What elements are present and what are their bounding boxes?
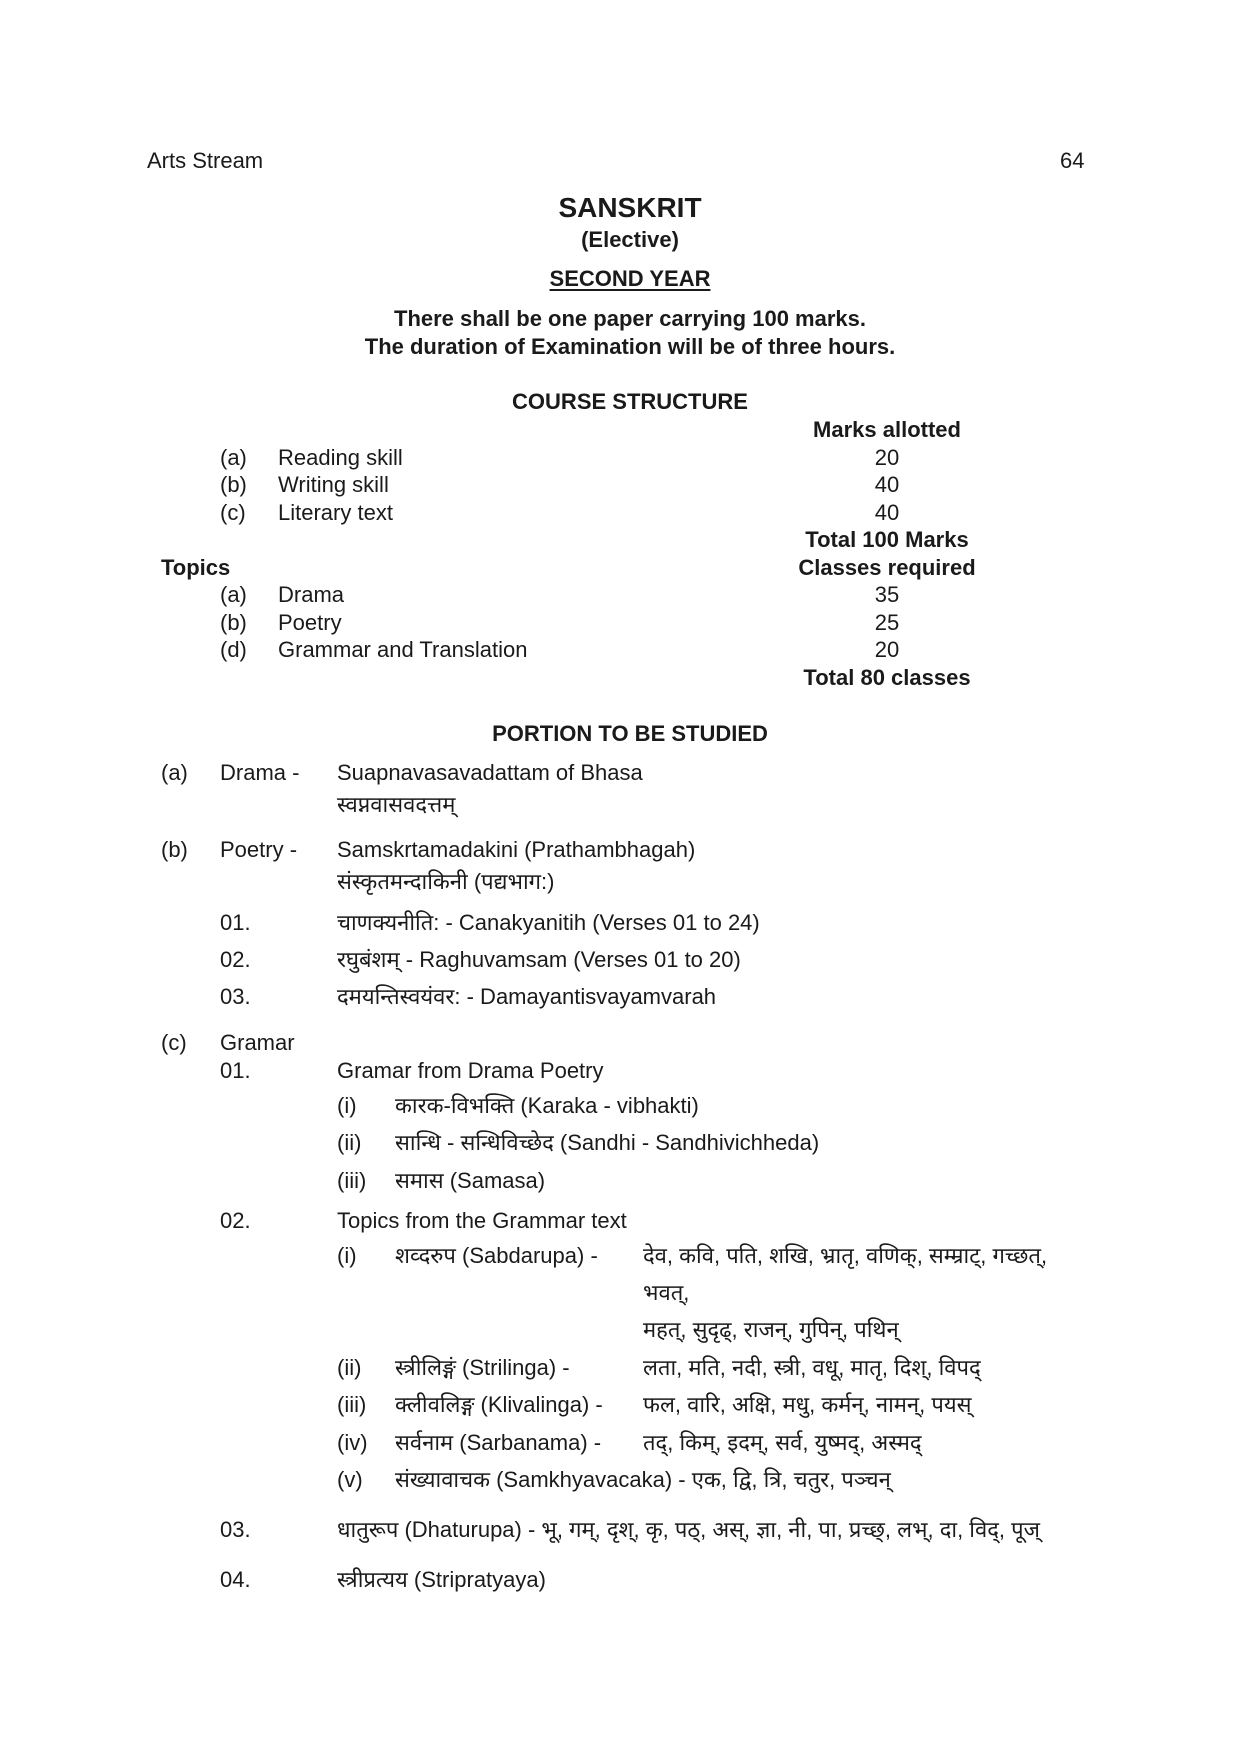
course-row-label: (a)	[220, 445, 247, 470]
poetry-item-number: 01.	[220, 910, 251, 935]
poetry-title: Samskrtamadakini (Prathambhagah)	[337, 837, 696, 862]
grammar-subitem-number: (iii)	[337, 1392, 367, 1417]
grammar-subitem-number: (iii)	[337, 1168, 367, 1193]
total-marks: Total 100 Marks	[805, 527, 969, 552]
grammar-subitem: समास (Samasa)	[395, 1168, 546, 1193]
portion-heading: PORTION TO BE STUDIED	[492, 721, 768, 746]
intro-line-2: The duration of Examination will be of three hours.	[364, 334, 896, 359]
course-row-value: 20	[874, 445, 900, 470]
grammar-subitem-words: लता, मति, नदी, स्त्री, वधू, मातृ, दिश्, विपद्	[643, 1355, 981, 1380]
grammar-section-title: Gramar from Drama Poetry	[337, 1058, 604, 1083]
drama-name: Drama -	[220, 760, 300, 785]
course-row-label: (b)	[220, 472, 247, 497]
poetry-item-number: 02.	[220, 947, 251, 972]
year-heading: SECOND YEAR	[549, 266, 711, 291]
topic-row-name: Poetry	[278, 610, 342, 635]
grammar-subitem-words: महत्, सुदृढ्, राजन्, गुपिन्, पथिन्	[643, 1317, 899, 1342]
topics-heading: Topics	[161, 555, 231, 580]
course-row-value: 40	[874, 500, 900, 525]
grammar-subitem-name: सर्वनाम (Sarbanama) -	[395, 1430, 602, 1455]
grammar-subitem-name: स्त्रीलिङ्गं (Strilinga) -	[395, 1355, 570, 1380]
course-row-label: (c)	[220, 500, 246, 525]
poetry-item: दमयन्तिस्वयंवर: - Damayantisvayamvarah	[337, 984, 717, 1009]
drama-label: (a)	[161, 760, 188, 785]
course-structure-heading: COURSE STRUCTURE	[512, 389, 748, 414]
grammar-subitem-name: संख्यावाचक (Samkhyavacaka) - एक, द्वि, त्रि, चतुर, पञ्चन्	[395, 1467, 891, 1492]
grammar-subitem-number: (v)	[337, 1467, 363, 1492]
grammar-section-number: 03.	[220, 1517, 251, 1542]
poetry-item-number: 03.	[220, 984, 251, 1009]
stripratyaya-line: स्त्रीप्रत्यय (Stripratyaya)	[337, 1567, 546, 1592]
poetry-title-devanagari: संस्कृतमन्दाकिनी (पद्यभाग:)	[337, 869, 555, 894]
topic-row-value: 20	[874, 637, 900, 662]
grammar-section-number: 02.	[220, 1208, 251, 1233]
poetry-name: Poetry -	[220, 837, 298, 862]
topic-row-label: (b)	[220, 610, 247, 635]
poetry-item: रघुबंशम् - Raghuvamsam (Verses 01 to 20)	[337, 947, 741, 972]
poetry-item: चाणक्यनीति: - Canakyanitih (Verses 01 to 24)	[337, 910, 760, 935]
grammar-subitem: सान्धि - सन्धिविच्छेद (Sandhi - Sandhivichheda)	[395, 1130, 820, 1155]
intro-line-1: There shall be one paper carrying 100 marks.	[394, 306, 866, 331]
grammar-subitem-number: (iv)	[337, 1430, 368, 1455]
marks-allotted-heading: Marks allotted	[813, 417, 961, 442]
grammar-section-number: 04.	[220, 1567, 251, 1592]
grammar-subitem-number: (i)	[337, 1243, 357, 1268]
topic-row-label: (d)	[220, 637, 247, 662]
page-title: SANSKRIT	[558, 192, 702, 223]
drama-title: Suapnavasavadattam of Bhasa	[337, 760, 643, 785]
course-row-name: Literary text	[278, 500, 393, 525]
grammar-subitem-number: (ii)	[337, 1355, 362, 1380]
grammar-subitem-number: (i)	[337, 1093, 357, 1118]
grammar-label: (c)	[161, 1030, 187, 1055]
topic-row-value: 35	[874, 582, 900, 607]
grammar-section-title: Topics from the Grammar text	[337, 1208, 627, 1233]
grammar-name: Gramar	[220, 1030, 295, 1055]
course-row-name: Writing skill	[278, 472, 389, 497]
course-row-value: 40	[874, 472, 900, 497]
topic-row-value: 25	[874, 610, 900, 635]
grammar-subitem-words: फल, वारि, अक्षि, मधु, कर्मन्, नामन्, पयस्	[643, 1392, 972, 1417]
topic-row-label: (a)	[220, 582, 247, 607]
total-classes: Total 80 classes	[803, 665, 971, 690]
poetry-label: (b)	[161, 837, 188, 862]
drama-title-devanagari: स्वप्नवासवदत्तम्	[337, 792, 456, 817]
grammar-subitem: कारक-विभक्ति (Karaka - vibhakti)	[395, 1093, 699, 1118]
grammar-subitem-words: तद्, किम्, इदम्, सर्व, युष्मद्, अस्मद्	[643, 1430, 922, 1455]
topic-row-name: Grammar and Translation	[278, 637, 528, 662]
dhaturupa-line: धातुरूप (Dhaturupa) - भू, गम्, दृश्, कृ, पठ्, अस्, ज्ञा, नी, पा, प्रच्छ्, लभ्, दा, विद्, पूज्	[337, 1517, 1040, 1542]
page-subtitle: (Elective)	[581, 227, 679, 252]
grammar-subitem-name: शव्दरुप (Sabdarupa) -	[395, 1243, 598, 1268]
grammar-subitem-number: (ii)	[337, 1130, 362, 1155]
page-number: 64	[1060, 148, 1085, 173]
grammar-subitem-words: भवत्,	[643, 1280, 690, 1305]
running-header: Arts Stream	[147, 148, 264, 173]
grammar-subitem-words: देव, कवि, पति, शखि, भ्रातृ, वणिक्, सम्म्राट्, गच्छत्,	[643, 1243, 1048, 1268]
topic-row-name: Drama	[278, 582, 345, 607]
course-row-name: Reading skill	[278, 445, 403, 470]
classes-required-heading: Classes required	[798, 555, 976, 580]
grammar-section-number: 01.	[220, 1058, 251, 1083]
grammar-subitem-name: क्लीवलिङ्ग (Klivalinga) -	[395, 1392, 603, 1417]
